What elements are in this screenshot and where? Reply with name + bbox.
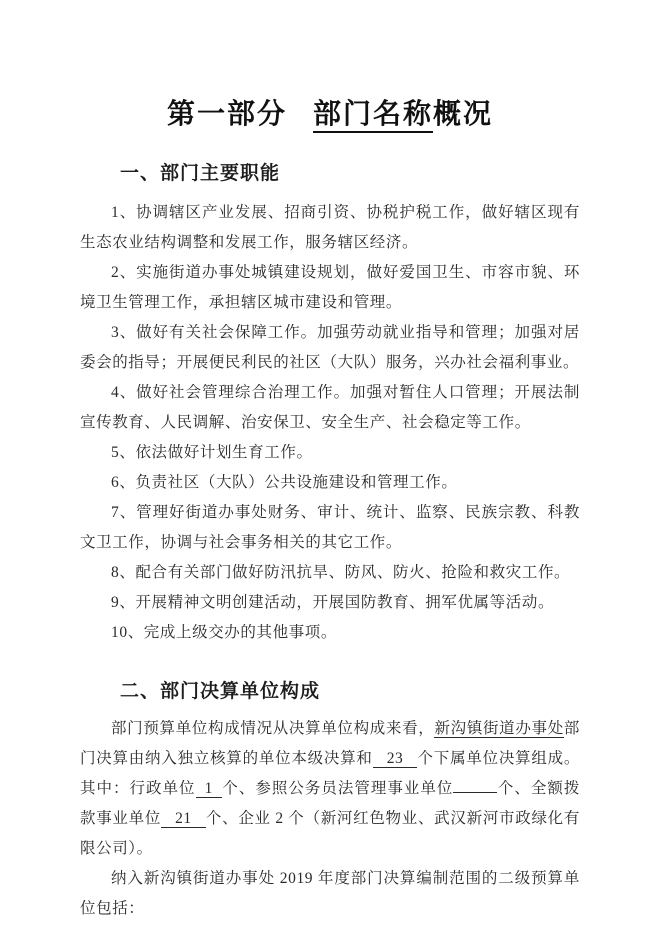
org-name-underlined: 新沟镇街道办事处	[434, 720, 564, 737]
function-item-9: 9、开展精神文明创建活动，开展国防教育、拥军优属等活动。	[111, 594, 555, 611]
unit-composition-paragraph	[80, 714, 580, 864]
function-item-7: 7、管理好街道办事处财务、审计、统计、监察、民族宗教、科教文卫工作，协调与社会事务相关的其它工作。	[80, 504, 580, 551]
document-title-suffix: 概况	[433, 99, 494, 130]
civil-service-count-blank	[453, 777, 497, 794]
funded-count-blank: 21	[161, 810, 206, 828]
composition-text-6: 个、企业 2 个（新河红色物业、武汉新河市政绿化有限公司）。	[80, 810, 580, 857]
section-heading-unit-composition: 二、部门决算单位构成	[120, 681, 321, 702]
composition-text-1: 部门预算单位构成情况从决算单位构成来看，	[111, 720, 435, 737]
composition-text-3: 个下属单位决算组成。其中：行政单位	[80, 750, 580, 797]
composition-text-2: 部门决算由纳入独立核算的单位本级决算和	[80, 720, 580, 767]
function-item-8: 8、配合有关部门做好防汛抗旱、防风、防火、抢险和救灾工作。	[111, 564, 571, 581]
document-title	[80, 96, 580, 134]
function-item-1: 1、协调辖区产业发展、招商引资、协税护税工作，做好辖区现有生态农业结构调整和发展工作，服务辖区经济。	[80, 204, 580, 251]
document-title-prefix: 第一部分	[166, 99, 287, 130]
function-item-6: 6、负责社区（大队）公共设施建设和管理工作。	[111, 474, 458, 491]
composition-text-5: 个、全额拨款事业单位	[80, 780, 580, 827]
admin-count-blank: 1	[196, 780, 222, 798]
function-item-5: 5、依法做好计划生育工作。	[111, 444, 313, 461]
subordinate-count-blank: 23	[373, 750, 418, 768]
closing-paragraph: 纳入新沟镇街道办事处 2019 年度部门决算编制范围的二级预算单位包括：	[80, 870, 580, 917]
function-item-2: 2、实施街道办事处城镇建设规划，做好爱国卫生、市容市貌、环境卫生管理工作，承担辖区城市建设和管理。	[80, 264, 580, 311]
function-item-3: 3、做好有关社会保障工作。加强劳动就业指导和管理；加强对居委会的指导；开展便民利民的社区（大队）服务，兴办社会福利事业。	[80, 324, 580, 371]
section-heading-main-functions: 一、部门主要职能	[120, 163, 281, 184]
function-item-4: 4、做好社会管理综合治理工作。加强对暂住人口管理；开展法制宣传教育、人民调解、治安保卫、安全生产、社会稳定等工作。	[80, 384, 580, 431]
document-title-underlined: 部门名称	[313, 99, 433, 133]
composition-text-4: 个、参照公务员法管理事业单位	[221, 780, 454, 797]
function-item-10: 10、完成上级交办的其他事项。	[111, 624, 338, 641]
